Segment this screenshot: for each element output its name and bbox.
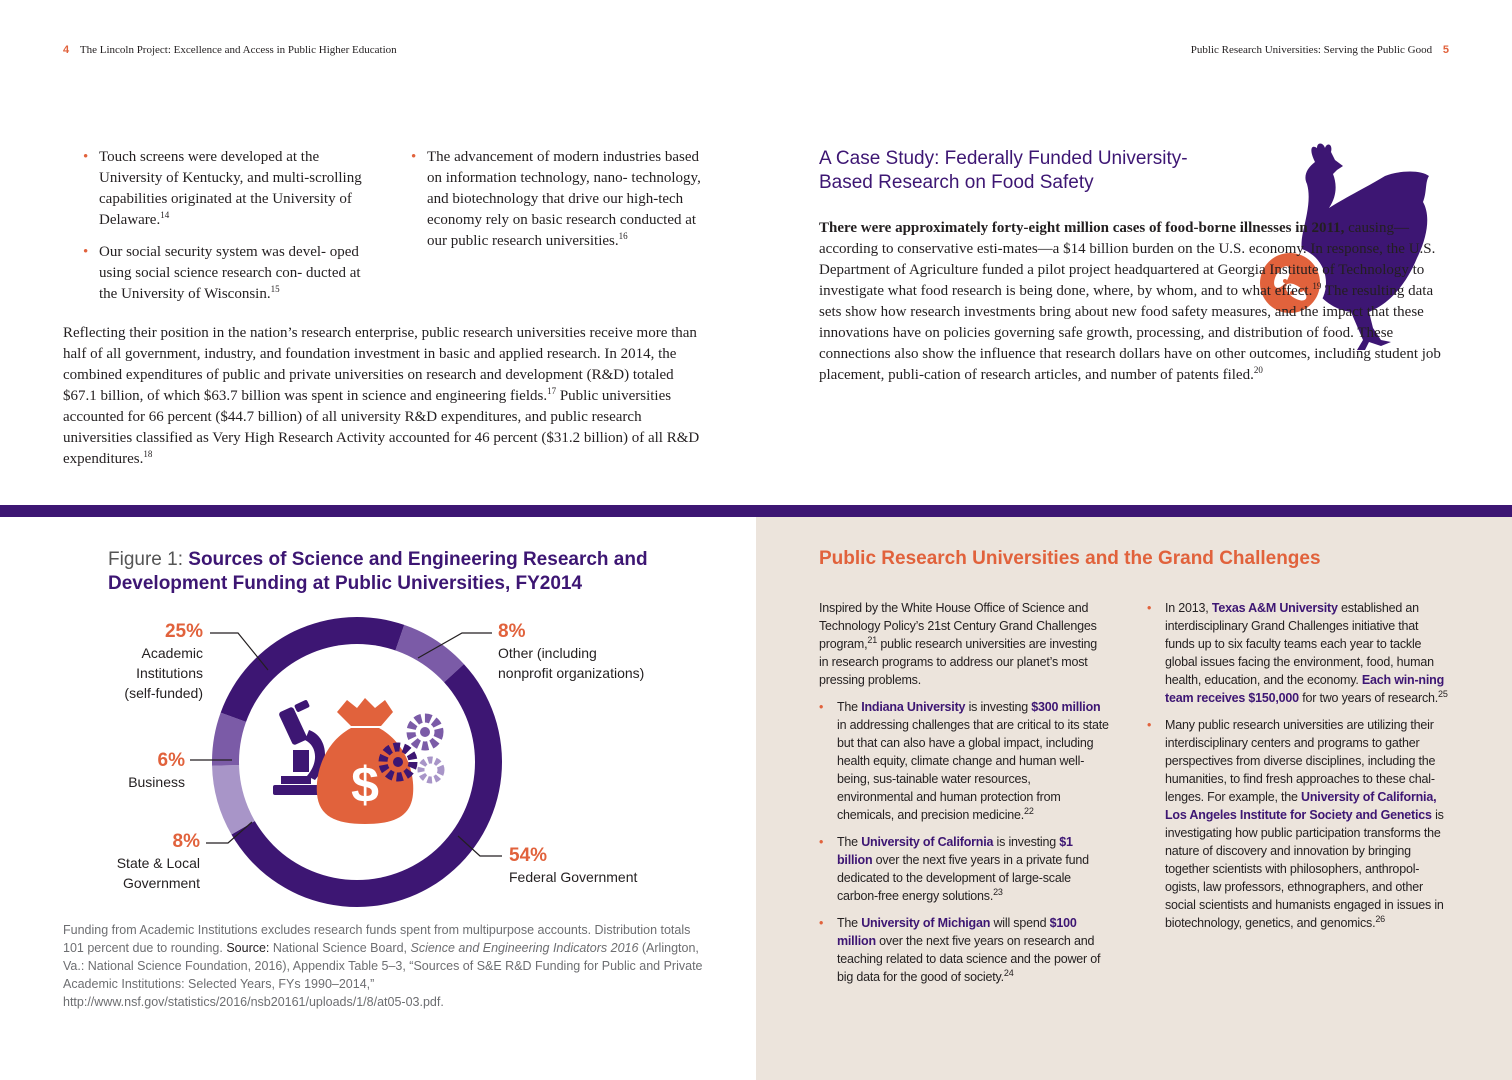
case-study-body: There were approximately forty-eight million cases of food-borne illnesses in 2011, causing—according to conservative esti-mates—a $14 billion burden on the U.S. economy. In response, the U.S. Department of Agriculture funded a pilot project headquartered at Georgia Institute of Technology to investigate what food research is being done, where, by whom, and to what effect.$^{19}$ The resulting data sets show how research investments bring about new food safety measures, and the impact that these innovations have on policies governing safe growth, processing, and distribution of food. These connections also show the influence that research dollars have on other outcomes, including student job placement, publi-cation of research articles, and number of patents filed.$^{20}$: [819, 220, 1441, 383]
research-enterprise-paragraph: Reflecting their position in the nation’s research enterprise, public research universities receive more than half of all government, industry, and foundation investment in basic and applied research. In 2014, the combined expenditures of public and private universities on research and development (R&D) totaled $67.1 billion, of which $63.7 billion was spent in science and engineering fields.$^{17}$ Public universities accounted for 66 percent ($44.7 billion) of all university R&D expenditures, and public research universities classified as Very High Research Activity accounted for 46 percent ($31.2 billion) of all R&D expenditures.$^{18}$: [63, 325, 700, 467]
list-item: • Our social security system was devel- oped using social science research con- ducted at the University of Wisconsin.$^{15}$: [83, 242, 373, 305]
right-page-number: 5: [1442, 44, 1449, 56]
list-item: • In 2013, Texas A&M University established an interdisciplinary Grand Challenges initiative that funds up to six faculty teams each year to tackle global issues facing the environment, food, human health, education, and the economy. Each win-ning team receives $150,000 for two years of research.$^{25}$: [1147, 599, 1449, 707]
list-item: • The University of California is investing $1 billion over the next five years in a private fund dedicated to the development of large-scale carbon-free energy solutions.$^{23}$: [819, 833, 1109, 905]
left-header-title: The Lincoln Project: Excellence and Access in Public Higher Education: [79, 44, 397, 56]
grand-col2: [1147, 599, 1449, 932]
right-running-header: [1191, 44, 1449, 56]
bullet-list-col2: [411, 147, 701, 252]
label-federal: 54% Federal Government: [509, 845, 638, 885]
section-divider: [0, 505, 1512, 517]
left-page-number: 4: [63, 44, 70, 56]
left-running-header: [63, 44, 397, 56]
right-header-title: Public Research Universities: Serving the Public Good: [1190, 44, 1433, 56]
bullet-list-col1: [83, 147, 373, 305]
figure-title: Figure 1: Sources of Science and Engineering Research and Development Funding at Public Universities, FY2014: [108, 549, 648, 594]
list-item: • Touch screens were developed at the University of Kentucky, and multi-scrolling capabilities originated at the University of Delaware.$^{14}$: [83, 147, 373, 231]
list-item: • The University of Michigan will spend $100 million over the next five years on research and teaching related to data science and the power of big data for the good of society.$^{24}$: [819, 914, 1109, 986]
svg-text:$: $: [351, 757, 379, 813]
list-item: • The Indiana University is investing $300 million in addressing challenges that are critical to its state but that can also have a global impact, including health equity, climate change and human well-being, sus-tainable water resources, environmental and human protection from chemicals, and precision medicine.$^{22}$: [819, 698, 1109, 824]
grand-challenges-title: Public Research Universities and the Grand Challenges: [819, 548, 1321, 569]
list-item: • Many public research universities are utilizing their interdisciplinary centers and programs to gather perspectives from diverse disciplines, including the humanities, to find fresh approaches to these chal-lenges. For example, the University of California, Los Angeles Institute for Society and Genetics is investigating how public participation transforms the nature of discovery and innovation by bringing together scientists with philosophers, anthropol-ogists, law professors, ethnographers, and other social scientists and humanists engaged in issues in biotechnology, genetics, and genomics.$^{26}$: [1147, 716, 1449, 932]
grand-col1: [819, 599, 1109, 986]
case-study-lead: There were approximately forty-eight million cases of food-borne illnesses in 2011,: [819, 220, 1345, 236]
figure-source-note: Funding from Academic Institutions excludes research funds spent from multipurpose accounts. Distribution totals 101 percent due to rounding. Source: National Science Board, Science and Engineering Indicators 2016 (Arlington, Va.: National Science Foundation, 2016), Appendix Table 5–3, “Sources of S&E R&D Funding for Public and Private Academic Institutions: Selected Years, FYs 1990–2014,” http://www.nsf.gov/statistics/2016/nsb20161/uploads/1/8/at05-03.pdf.: [63, 923, 703, 1009]
case-study-title: A Case Study: Federally Funded University-Based Research on Food Safety: [819, 148, 1188, 193]
list-item: • The advancement of modern industries based on information technology, nano- technology, and biotechnology that drive our high-tech economy rely on basic research conducted at our public research universities.$^{16}$: [411, 147, 701, 252]
label-academic: 25% Academic Institutions (self-funded): [124, 621, 203, 701]
grand-intro: Inspired by the White House Office of Science and Technology Policy’s 21st Century Grand Challenges program,$^{21}$ public research universities are investing in research programs to address our planet’s most pressing problems.: [819, 601, 1098, 687]
label-other: 8% Other (including nonprofit organizations): [498, 621, 645, 681]
label-business: 6% Business: [128, 750, 185, 790]
label-state-local: 8% State & Local Government: [116, 831, 200, 891]
